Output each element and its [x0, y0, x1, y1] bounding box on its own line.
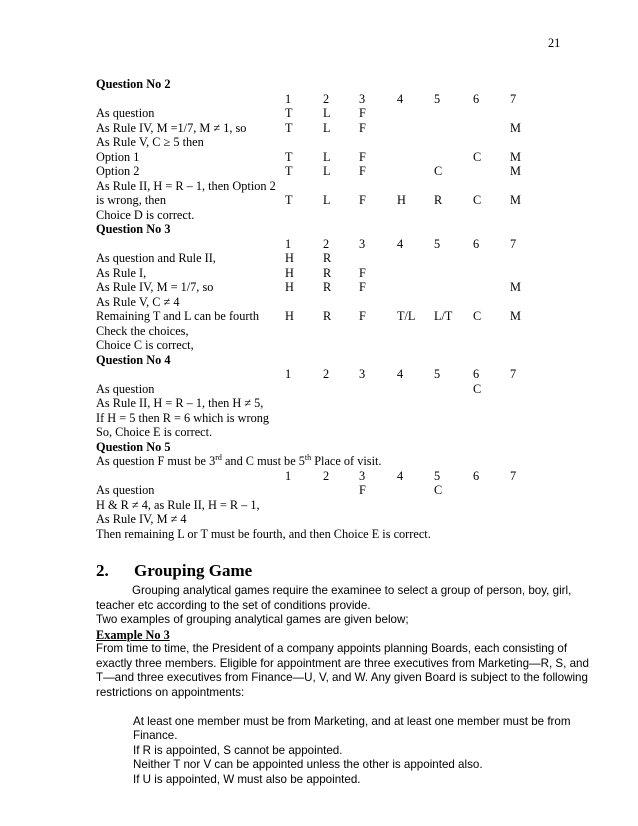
position-cell: M — [510, 164, 521, 178]
column-header: 2 — [323, 468, 330, 483]
step-row — [96, 425, 596, 440]
question-heading: Question No 4 — [96, 352, 171, 367]
examples-note: Two examples of grouping analytical games are given below; — [96, 613, 409, 627]
position-cell: H — [285, 309, 294, 323]
step-label: As question — [96, 483, 155, 497]
intro-paragraph: Grouping analytical games require the examinee to select a group of person, boy, girl, teacher etc according to the set of conditions provide. — [96, 584, 572, 612]
step-row — [96, 498, 596, 513]
position-cell: T/L — [397, 309, 416, 323]
position-cell: M — [510, 309, 521, 323]
step-label: As Rule V, C ≥ 5 then — [96, 135, 204, 149]
step-label: Option 2 — [96, 164, 140, 178]
position-cell: F — [359, 193, 366, 207]
column-header: 6 — [473, 91, 480, 106]
position-cell: C — [473, 309, 482, 323]
column-header: 2 — [323, 236, 330, 251]
column-header: 4 — [397, 367, 404, 381]
column-header: 2 — [323, 367, 330, 381]
position-cell: F — [359, 149, 366, 164]
position-cell: T — [285, 106, 293, 120]
column-header-row — [96, 367, 596, 382]
column-header-row — [96, 92, 596, 107]
position-cell: R — [434, 193, 443, 207]
question-heading: Question No 2 — [96, 77, 171, 91]
q5-intro-text: Place of visit. — [311, 454, 382, 468]
position-cell: C — [473, 193, 482, 207]
column-header: 5 — [434, 236, 441, 251]
column-header: 6 — [473, 236, 480, 251]
step-label: is wrong, then — [96, 193, 167, 207]
position-cell: H — [285, 265, 294, 280]
restriction-item: If R is appointed, S cannot be appointed. — [133, 743, 343, 757]
step-label: Remaining T and L can be fourth — [96, 309, 260, 323]
solutions-block — [96, 77, 596, 541]
step-label: So, Choice E is correct. — [96, 425, 213, 439]
step-row — [96, 324, 596, 339]
step-label: As Rule IV, M = 1/7, so — [96, 280, 214, 294]
position-cell: T — [285, 193, 293, 207]
section-number: 2. — [96, 561, 109, 580]
step-label: As Rule IV, M ≠ 4 — [96, 512, 187, 526]
position-cell: H — [285, 280, 294, 294]
column-header: 4 — [397, 468, 404, 483]
column-header: 2 — [323, 91, 330, 106]
step-row — [96, 266, 596, 281]
position-cell: R — [323, 265, 332, 280]
q5-rows — [96, 483, 596, 527]
column-header-row — [96, 237, 596, 252]
step-label: H & R ≠ 4, as Rule II, H = R – 1, — [96, 497, 260, 512]
position-cell: L — [323, 120, 331, 135]
column-header: 3 — [359, 91, 366, 106]
q5-intro — [96, 454, 596, 469]
position-cell: R — [323, 280, 332, 294]
section-heading — [96, 561, 596, 584]
step-row — [96, 135, 596, 150]
position-cell: T — [285, 120, 293, 135]
step-row — [96, 280, 596, 295]
step-row — [96, 295, 596, 310]
step-label: Choice D is correct. — [96, 207, 195, 222]
column-header: 7 — [510, 91, 517, 106]
step-label: As Rule V, C ≠ 4 — [96, 294, 180, 309]
restriction-item: Neither T nor V can be appointed unless the other is appointed also. — [133, 758, 483, 772]
position-cell: F — [359, 265, 366, 280]
position-cell: F — [359, 309, 366, 323]
column-header: 6 — [473, 367, 480, 381]
step-label: If H = 5 then R = 6 which is wrong — [96, 410, 270, 425]
position-cell: F — [359, 120, 366, 135]
position-cell: C — [434, 164, 443, 178]
position-cell: H — [285, 251, 294, 265]
question-heading: Question No 5 — [96, 439, 171, 454]
position-cell: F — [359, 483, 366, 497]
position-cell: M — [510, 193, 521, 207]
step-row — [96, 483, 596, 498]
column-header: 1 — [285, 468, 292, 483]
step-row — [96, 251, 596, 266]
column-header: 7 — [510, 236, 517, 251]
step-row — [96, 150, 596, 165]
example-text: From time to time, the President of a company appoints planning Boards, each consisting of exactly three members. Eligible for appointment are three executives from Marketing—R, S, and T—and three executives from Finance—U, V, and W. Any given Board is subject to the following restrictions on appointments: — [96, 642, 589, 700]
step-row — [96, 396, 596, 411]
example-heading: Example No 3 — [96, 627, 170, 642]
column-header: 3 — [359, 367, 366, 381]
step-row — [96, 512, 596, 527]
q5-conclusion: Then remaining L or T must be fourth, and then Choice E is correct. — [96, 526, 431, 541]
page-number: 21 — [548, 36, 561, 50]
column-header: 3 — [359, 236, 366, 251]
step-label: As Rule II, H = R – 1, then Option 2 — [96, 178, 276, 193]
step-label: Option 1 — [96, 149, 140, 164]
position-cell: T — [285, 164, 293, 178]
position-cell: L — [323, 149, 331, 164]
column-header: 5 — [434, 91, 441, 106]
q4-rows — [96, 382, 596, 440]
column-header: 7 — [510, 468, 517, 483]
step-row — [96, 106, 596, 121]
column-header: 1 — [285, 91, 292, 106]
step-label: As Rule I, — [96, 265, 147, 280]
position-cell: L — [323, 164, 331, 178]
step-row — [96, 208, 596, 223]
position-cell: L — [323, 193, 331, 207]
step-label: Choice C is correct, — [96, 338, 194, 352]
column-header: 7 — [510, 367, 517, 381]
step-row — [96, 121, 596, 136]
position-cell: M — [510, 280, 521, 294]
column-header: 6 — [473, 468, 480, 483]
step-row — [96, 338, 596, 353]
position-cell: F — [359, 106, 366, 120]
position-cell: C — [473, 381, 482, 396]
position-cell: C — [434, 483, 443, 497]
section-title: Grouping Game — [134, 561, 253, 580]
column-header: 4 — [397, 236, 404, 251]
step-row — [96, 382, 596, 397]
position-cell: F — [359, 164, 366, 178]
step-label: As Rule IV, M =1/7, M ≠ 1, so — [96, 120, 247, 135]
position-cell: M — [510, 149, 521, 164]
restrictions-list — [133, 715, 596, 788]
position-cell: M — [510, 120, 521, 135]
column-header: 1 — [285, 236, 292, 251]
position-cell: R — [323, 309, 332, 323]
restriction-item: At least one member must be from Marketing, and at least one member must be from Finance. — [133, 714, 571, 743]
position-cell: H — [397, 193, 406, 207]
column-header: 5 — [434, 468, 441, 483]
step-row — [96, 193, 596, 208]
column-header: 3 — [359, 468, 366, 483]
column-header: 1 — [285, 367, 292, 381]
step-label: As question and Rule II, — [96, 251, 216, 265]
restriction-item: If U is appointed, W must also be appointed. — [133, 773, 361, 787]
superscript: th — [304, 453, 312, 462]
step-label: As Rule II, H = R – 1, then H ≠ 5, — [96, 396, 264, 410]
step-label: As question — [96, 106, 155, 120]
step-row — [96, 309, 596, 324]
column-header: 4 — [397, 91, 404, 106]
column-header: 5 — [434, 367, 441, 381]
q5-intro-text: As question F must be 3 — [96, 454, 216, 468]
step-label: Check the choices, — [96, 323, 189, 338]
step-row — [96, 179, 596, 194]
q3-rows — [96, 251, 596, 353]
superscript: rd — [215, 453, 222, 462]
position-cell: T — [285, 149, 293, 164]
column-header-row — [96, 469, 596, 484]
question-heading: Question No 3 — [96, 222, 171, 236]
position-cell: L/T — [434, 309, 453, 323]
step-row — [96, 411, 596, 426]
position-cell: R — [323, 251, 332, 265]
position-cell: C — [473, 149, 482, 164]
position-cell: F — [359, 280, 366, 294]
step-row — [96, 164, 596, 179]
step-label: As question — [96, 381, 155, 396]
q5-intro-text: and C must be 5 — [221, 454, 305, 468]
q2-rows — [96, 106, 596, 222]
position-cell: L — [323, 106, 331, 120]
grouping-game-section — [96, 561, 596, 788]
